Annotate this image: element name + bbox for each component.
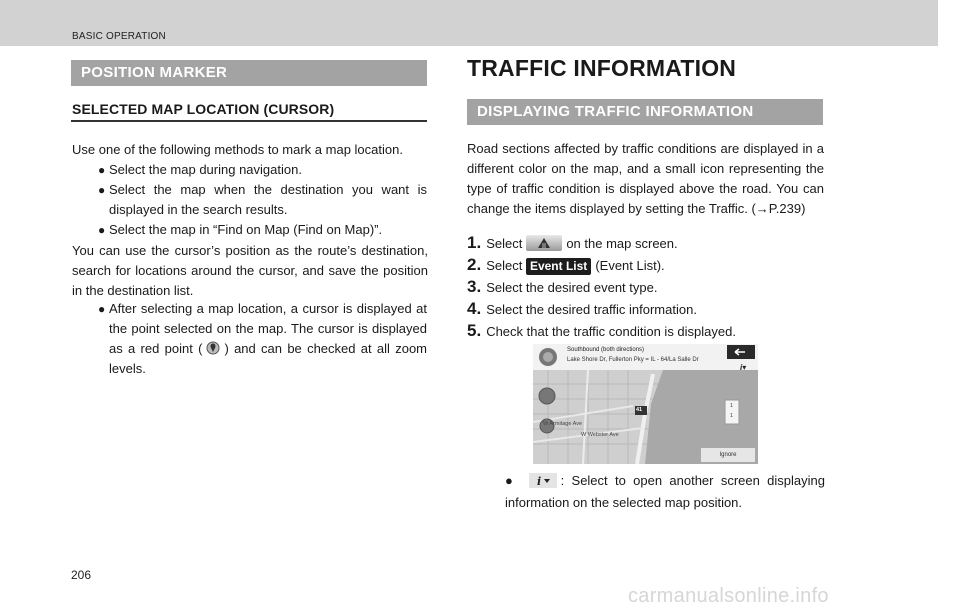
cursor-body-paragraph: You can use the cursor’s position as the route’s destination, search for locations around the cursor, and save the position in the destination list. [72, 243, 428, 298]
bullet-icon: ● [98, 223, 106, 237]
step-1: 1. Select on the map screen. [467, 233, 678, 252]
event-list-button[interactable]: Event List [526, 258, 591, 275]
map-road-label: W Webster Ave [581, 432, 619, 438]
bullet-icon: ● [98, 163, 106, 177]
route-shield: 41 [636, 407, 643, 413]
event-counter-bottom: 1 [730, 413, 734, 419]
map-info-header [533, 344, 758, 370]
svg-text:i: i [536, 475, 541, 488]
heading-rule [71, 120, 427, 122]
method-item: ● Select the map during navigation. [109, 160, 427, 180]
page-margin [938, 0, 960, 611]
map-road-label: W Armitage Ave [543, 421, 583, 427]
displaying-traffic-banner: DISPLAYING TRAFFIC INFORMATION [467, 99, 823, 125]
traffic-button-icon[interactable] [526, 235, 562, 251]
traffic-event-icon [537, 347, 559, 367]
step-4: 4. Select the desired traffic information. [467, 299, 697, 318]
method-item: ● Select the map when the destination you want is displayed in the search results. [98, 182, 427, 217]
red-point-cursor-icon [206, 341, 220, 355]
back-icon[interactable] [727, 345, 755, 359]
selected-map-location-heading: SELECTED MAP LOCATION (CURSOR) [72, 101, 335, 117]
intro-paragraph: Use one of the following methods to mark a map location. [72, 142, 403, 157]
section-label: BASIC OPERATION [72, 31, 166, 42]
info-toggle-icon[interactable] [529, 473, 557, 488]
bullet-icon: ● [505, 473, 517, 488]
method-item: ● Select the map in “Find on Map (Find on Map)”. [109, 220, 427, 240]
watermark: carmanualsonline.info [628, 585, 829, 607]
map-direction-text: Southbound (both directions) [567, 347, 645, 353]
traffic-intro-paragraph: Road sections affected by traffic conditions are displayed in a different color on the map, and a small icon representing the type of traffic condition is displayed above the road. You can change the items displayed by setting the Traffic. (→P.239) [467, 141, 824, 216]
ignore-button[interactable]: Ignore [701, 448, 755, 462]
position-marker-banner: POSITION MARKER [71, 60, 427, 86]
step-3: 3. Select the desired event type. [467, 277, 658, 296]
info-note: ● i : Select to open another screen displaying information on the selected map position. [505, 473, 825, 510]
bullet-icon: ● [98, 302, 106, 316]
cursor-note: ● After selecting a map location, a cursor is displayed at the point selected on the map. The cursor is displayed as a red point ( ) and can be checked at all zoom levels. [98, 301, 428, 376]
event-counter-top: 1 [730, 403, 734, 409]
svg-text:i▾: i▾ [740, 363, 747, 372]
bullet-icon: ● [98, 183, 106, 197]
map-road-text: Lake Shore Dr, Fullerton Pky = IL - 64/La Salle Dr [567, 357, 699, 363]
traffic-map-screenshot[interactable] [533, 344, 758, 464]
info-toggle-icon[interactable] [739, 362, 753, 372]
page-number: 206 [71, 568, 92, 582]
step-2: 2. Select Event List (Event List). [467, 255, 665, 274]
step-5: 5. Check that the traffic condition is displayed. [467, 321, 736, 340]
traffic-information-title: TRAFFIC INFORMATION [467, 55, 737, 81]
